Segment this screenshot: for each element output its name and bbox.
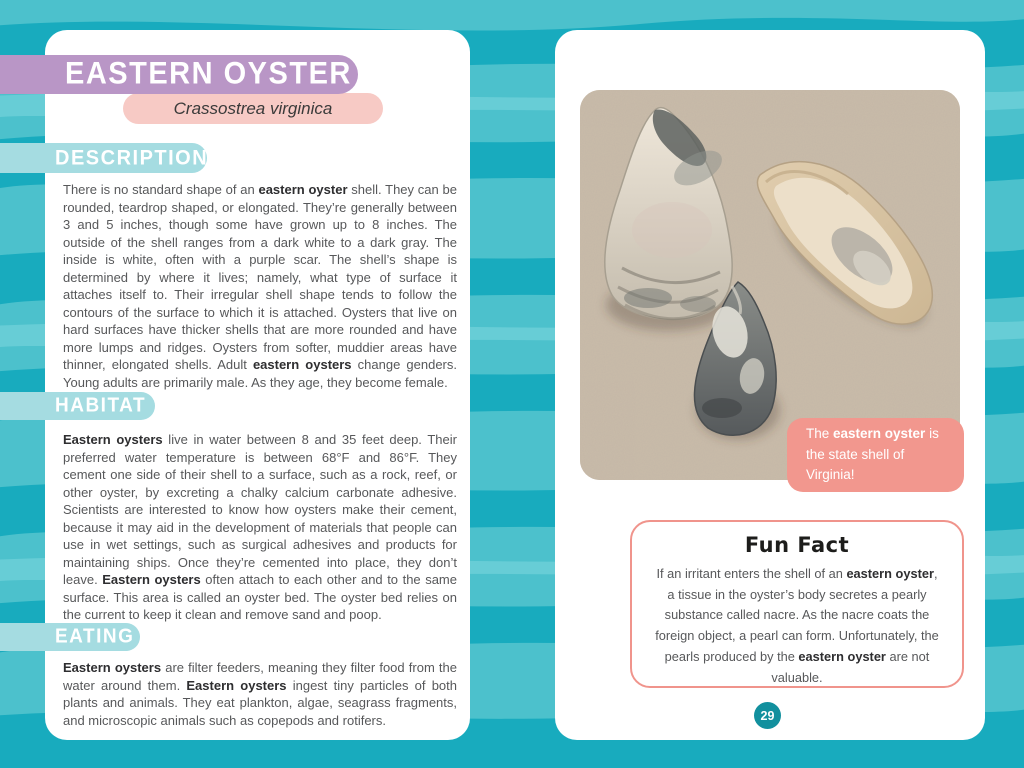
fun-fact-body: If an irritant enters the shell of an eastern oyster, a tissue in the oyster’s body secretes a pearly substance called nacre. As the nacre coats the foreign object, a pearl can form. Unfortunately, the pearls produced by the eastern oyster are not valuable.	[655, 566, 939, 685]
fun-fact-box	[630, 520, 964, 688]
scientific-name-banner	[123, 93, 383, 124]
fun-fact-title: Fun Fact	[744, 533, 850, 557]
section-heading-habitat: HABITAT	[0, 392, 155, 420]
page-number: 29	[760, 708, 775, 723]
title-banner	[0, 55, 358, 94]
eating-paragraph: Eastern oysters are filter feeders, meaning they filter food from the water around them. Eastern oysters ingest tiny particles of both plants and animals. They eat plankton, algae, seagrass fragments, and microscopic animals such as copepods and rotifers.	[63, 660, 457, 728]
section-heading-eating: EATING	[0, 623, 140, 651]
section-heading-description: DESCRIPTION	[0, 143, 207, 173]
page-number-badge	[754, 702, 781, 729]
state-shell-callout-text: The eastern oyster is the state shell of Virginia!	[806, 425, 939, 483]
page-title: EASTERN OYSTER	[65, 56, 352, 92]
description-paragraph: There is no standard shape of an eastern oyster shell. They can be rounded, teardrop shaped, or elongated. They’re generally between 3 and 5 inches, though some have grown up to 8 inches. The outside of the shell ranges from a dark white to a dark gray. The inside is white, often with a purple scar. The shell’s shape is determined by where it lives; namely, what type of surface it attaches itself to. Their irregular shell shape tends to follow the contours of the surface to which it is attached. Oysters that live on hard surfaces have thicker shells that are more rounded and have more lumps and ridges. Oysters from softer, muddier areas have thinner, elongated shells. Adult eastern oysters change genders. Young adults are primarily male. As they age, they become female.	[63, 182, 457, 390]
scientific-name: Crassostrea virginica	[173, 98, 333, 118]
state-shell-callout	[787, 418, 964, 492]
habitat-paragraph: Eastern oysters live in water between 8 and 35 feet deep. Their preferred water temperature is between 68°F and 86°F. They cement one side of their shell to a surface, such as a rock, reef, or other oyster, by excreting a chalky calcium carbonate adhesive. Scientists are interested to know how oysters make their cement, because it may aid in the development of materials that people can use in wet settings, such as surgical adhesives and products for maintaining ships. Once they’re cemented into place, they don’t leave. Eastern oysters often attach to each other and to the same surface. This area is called an oyster bed. The oyster bed relies on the current to keep it clean and remove sand and poop.	[63, 432, 457, 622]
